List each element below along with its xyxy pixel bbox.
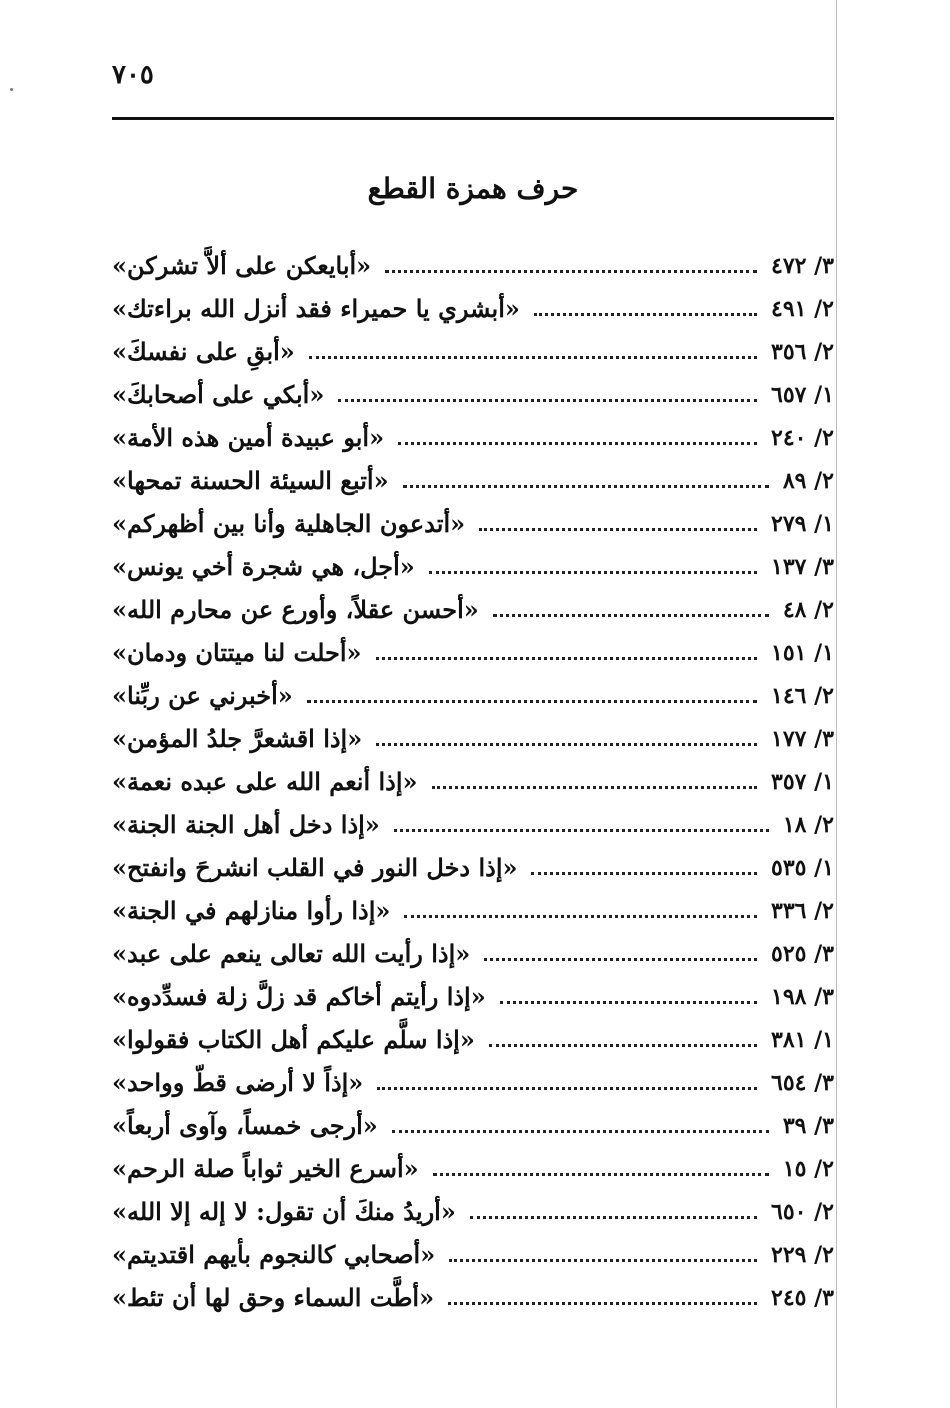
index-entry bbox=[112, 416, 834, 459]
dot-leader bbox=[392, 1130, 769, 1133]
entry-text: «أريدُ منكَ أن تقول: لا إله إلا الله» bbox=[112, 1197, 456, 1226]
index-list bbox=[112, 244, 834, 1319]
entry-reference: ١/ ٦٥٧ bbox=[771, 381, 834, 408]
entry-text: «أصحابي كالنجوم بأيهم اقتديتم» bbox=[112, 1240, 436, 1269]
entry-text: «أبكي على أصحابكَ» bbox=[112, 380, 325, 409]
index-entry bbox=[112, 545, 834, 588]
entry-reference: ٢/ ٢٤٠ bbox=[771, 424, 834, 451]
index-entry bbox=[112, 244, 834, 287]
entry-text: «إذا اقشعرَّ جلدُ المؤمن» bbox=[112, 724, 363, 753]
index-entry bbox=[112, 287, 834, 330]
entry-reference: ٣/ ٢٤٥ bbox=[771, 1284, 834, 1311]
index-entry bbox=[112, 932, 834, 975]
entry-reference: ٢/ ١٥ bbox=[782, 1155, 834, 1182]
index-entry bbox=[112, 588, 834, 631]
entry-text: «أبشري يا حميراء فقد أنزل الله براءتك» bbox=[112, 294, 520, 323]
index-entry bbox=[112, 1104, 834, 1147]
entry-text: «أتدعون الجاهلية وأنا بين أظهركم» bbox=[112, 509, 466, 538]
index-entry bbox=[112, 631, 834, 674]
dot-leader bbox=[338, 399, 757, 402]
entry-text: «أحسن عقلاً، وأورع عن محارم الله» bbox=[112, 595, 479, 624]
entry-reference: ١/ ٥٣٥ bbox=[771, 854, 834, 881]
entry-reference: ٢/ ٣٣٦ bbox=[771, 897, 834, 924]
entry-reference: ٣/ ٦٥٤ bbox=[771, 1069, 834, 1096]
dot-leader bbox=[377, 1087, 757, 1090]
index-entry bbox=[112, 502, 834, 545]
index-entry bbox=[112, 674, 834, 717]
index-entry bbox=[112, 330, 834, 373]
header-rule bbox=[112, 117, 834, 120]
dot-leader bbox=[484, 958, 757, 961]
dot-leader bbox=[394, 829, 769, 832]
entry-reference: ٢/ ٢٢٩ bbox=[771, 1241, 834, 1268]
entry-reference: ١/ ٣٥٧ bbox=[771, 768, 834, 795]
dot-leader bbox=[449, 1259, 757, 1262]
index-entry bbox=[112, 1276, 834, 1319]
entry-reference: ٢/ ٤٩١ bbox=[771, 295, 834, 322]
dot-leader bbox=[433, 1173, 769, 1176]
dot-leader bbox=[404, 915, 757, 918]
dot-leader bbox=[534, 313, 757, 316]
index-entry bbox=[112, 1190, 834, 1233]
entry-reference: ٣/ ٣٩ bbox=[782, 1112, 834, 1139]
entry-text: «أطَّت السماء وحق لها أن تئط» bbox=[112, 1283, 435, 1312]
entry-reference: ١/ ٢٧٩ bbox=[771, 510, 834, 537]
dot-leader bbox=[489, 1044, 757, 1047]
dot-leader bbox=[398, 442, 757, 445]
page-number: ٧٠٥ bbox=[112, 60, 154, 90]
entry-reference: ١/ ١٥١ bbox=[771, 639, 834, 666]
entry-reference: ٣/ ١٧٧ bbox=[771, 725, 834, 752]
entry-text: «إذا رأيت الله تعالى ينعم على عبد» bbox=[112, 939, 471, 968]
entry-text: «أحلت لنا ميتتان ودمان» bbox=[112, 638, 362, 667]
entry-reference: ٣/ ٤٧٢ bbox=[771, 252, 834, 279]
entry-reference: ٢/ ١٨ bbox=[782, 811, 834, 838]
entry-reference: ٢/ ٣٥٦ bbox=[771, 338, 834, 365]
entry-text: «إذا رأوا منازلهم في الجنة» bbox=[112, 896, 391, 925]
entry-text: «إذا أنعم الله على عبده نعمة» bbox=[112, 767, 418, 796]
entry-reference: ٢/ ٤٨ bbox=[782, 596, 834, 623]
index-entry bbox=[112, 846, 834, 889]
dot-leader bbox=[493, 614, 769, 617]
entry-text: «أخبرني عن ربِّنا» bbox=[112, 681, 293, 710]
dot-leader bbox=[307, 700, 757, 703]
dot-leader bbox=[448, 1302, 757, 1305]
entry-text: «إذاً لا أرضى قطّ وواحد» bbox=[112, 1068, 364, 1097]
entry-reference: ٣/ ١٣٧ bbox=[771, 553, 834, 580]
index-entry bbox=[112, 1018, 834, 1061]
entry-text: «أبو عبيدة أمين هذه الأمة» bbox=[112, 423, 385, 452]
entry-text: «أبقِ على نفسكَ» bbox=[112, 337, 295, 366]
index-entry bbox=[112, 1061, 834, 1104]
dot-leader bbox=[309, 356, 757, 359]
entry-text: «إذا سلَّم عليكم أهل الكتاب فقولوا» bbox=[112, 1025, 475, 1054]
entry-text: «أتبع السيئة الحسنة تمحها» bbox=[112, 466, 389, 495]
dot-leader bbox=[470, 1216, 757, 1219]
entry-text: «أجل، هي شجرة أخي يونس» bbox=[112, 552, 415, 581]
entry-reference: ٣/ ١٩٨ bbox=[771, 983, 834, 1010]
dot-leader bbox=[403, 485, 769, 488]
index-entry bbox=[112, 1233, 834, 1276]
dot-leader bbox=[429, 571, 757, 574]
dot-leader bbox=[376, 657, 757, 660]
index-entry bbox=[112, 373, 834, 416]
dot-leader bbox=[385, 270, 757, 273]
dot-leader bbox=[500, 1001, 757, 1004]
index-entry bbox=[112, 803, 834, 846]
page-edge-line bbox=[836, 0, 837, 1408]
index-entry bbox=[112, 459, 834, 502]
entry-reference: ٢/ ٦٥٠ bbox=[771, 1198, 834, 1225]
index-entry bbox=[112, 1147, 834, 1190]
entry-reference: ٢/ ٨٩ bbox=[782, 467, 834, 494]
dot-leader bbox=[376, 743, 757, 746]
entry-text: «إذا رأيتم أخاكم قد زلَّ زلة فسدِّدوه» bbox=[112, 982, 486, 1011]
entry-text: «أبايعكن على ألاَّ تشركن» bbox=[112, 251, 372, 280]
entry-reference: ٣/ ٥٢٥ bbox=[771, 940, 834, 967]
dot-leader bbox=[479, 528, 757, 531]
index-entry bbox=[112, 717, 834, 760]
entry-text: «إذا دخل أهل الجنة الجنة» bbox=[112, 810, 380, 839]
scan-speck bbox=[10, 88, 13, 91]
index-entry bbox=[112, 975, 834, 1018]
entry-text: «أرجى خمساً، وآوى أربعاً» bbox=[112, 1111, 378, 1140]
entry-text: «إذا دخل النور في القلب انشرحَ وانفتح» bbox=[112, 853, 518, 882]
section-title: حرف همزة القطع bbox=[367, 172, 579, 205]
dot-leader bbox=[432, 786, 758, 789]
entry-reference: ١/ ٣٨١ bbox=[771, 1026, 834, 1053]
entry-reference: ٢/ ١٤٦ bbox=[771, 682, 834, 709]
index-entry bbox=[112, 760, 834, 803]
dot-leader bbox=[531, 872, 757, 875]
index-entry bbox=[112, 889, 834, 932]
entry-text: «أسرع الخير ثواباً صلة الرحم» bbox=[112, 1154, 419, 1183]
